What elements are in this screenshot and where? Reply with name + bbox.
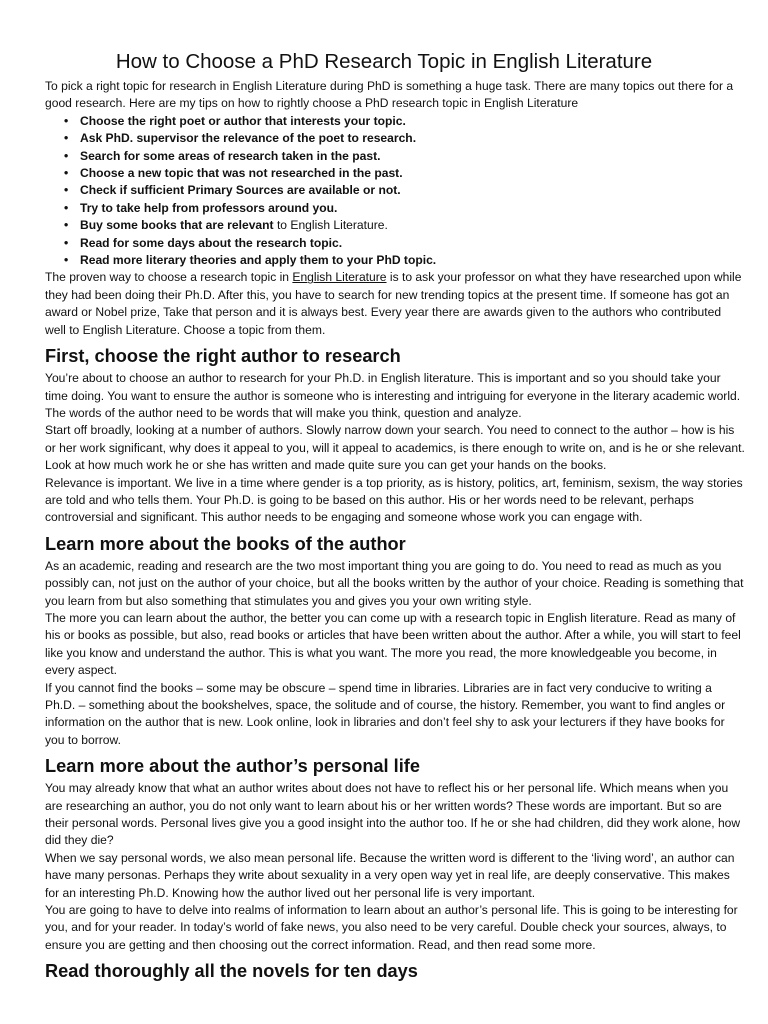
tips-list: [45, 113, 745, 270]
tip-item: • Ask PhD. supervisor the relevance of the poet to research.: [80, 130, 745, 147]
tip-item: • Buy some books that are relevant to English Literature.: [80, 217, 745, 234]
tip-item: • Check if sufficient Primary Sources are available or not.: [80, 182, 745, 199]
section-paragraph: You’re about to choose an author to research for your Ph.D. in English literature. This is important and so you should take your time doing. You want to ensure the author is someone who is interesting and intriguing for everyone in the literary academic world. The words of the author need to be words that will make you think, question and analyze.: [45, 371, 741, 420]
section-paragraph: Start off broadly, looking at a number of authors. Slowly narrow down your search. You need to connect to the author – how is his or her work significant, why does it appeal to you, will it appeal to academics, is there enough to write on, and is he or she relevant. Look at how much work he or she has written and made quite sure you can get your hands on the books.: [45, 423, 745, 473]
section-heading: First, choose the right author to research: [45, 346, 401, 367]
section-paragraph: You may already know that what an author writes about does not have to reflect his or her personal life. Which means when you are researching an author, you do not only want to learn about his or her written words? These words are important. But so are their personal words. Personal lives give you a good insight into the author too. If he or she had children, did they work alone, how did they die?: [45, 781, 741, 848]
section-paragraph: The more you can learn about the author, the better you can come up with a research topic in English literature. Read as many of his or books as possible, but also, read books or articles that have been written about the author. After a while, you will start to feel like you know and understand the author. This is what you want. The more you read, the more knowledgeable you become, in every aspect.: [45, 610, 741, 678]
tip-item: • Search for some areas of research taken in the past.: [80, 148, 745, 165]
tip-item: • Read for some days about the research topic.: [80, 235, 745, 252]
section-heading: Learn more about the author’s personal life: [45, 756, 420, 777]
tip-item: • Choose the right poet or author that interests your topic.: [80, 113, 745, 130]
section-paragraph: If you cannot find the books – some may be obscure – spend time in libraries. Libraries are in fact very conducive to writing a Ph.D. – something about the bookshelves, space, the solitude and of course, the history. Remember, you want to find angles or information on the author that is new. Look online, look in libraries and don’t feel shy to ask your lecturers if they have books for you to borrow.: [45, 680, 726, 747]
section-paragraph: You are going to have to delve into realms of information to learn about an author’s personal life. This is going to be interesting for you, and for your reader. In today’s world of fake news, you also need to be very careful. Double check your sources, always, to ensure you are getting and then choosing out the correct information. Read, and then read some more.: [45, 903, 738, 952]
section-paragraph: When we say personal words, we also mean personal life. Because the written word is different to the ‘living word’, an author can have many personas. Perhaps they write about sexuality in a very open way yet in real life, are deeply conservative. This makes for an interesting Ph.D. Knowing how the author lived out her personal life is very important.: [45, 850, 735, 900]
section-heading: Learn more about the books of the author: [45, 533, 406, 554]
tip-item: • Try to take help from professors around you.: [80, 200, 745, 217]
section-paragraph: As an academic, reading and research are the two most important thing you are going to do. You need to read as much as you possibly can, not just on the author of your choice, but all the books written by the author of your choice. Reading is something that you learn from but also something that stimulates you and gives you your own writing style.: [45, 558, 744, 608]
english-literature-link[interactable]: English Literature: [292, 270, 387, 285]
page-title: How to Choose a PhD Research Topic in English Literature: [115, 50, 653, 73]
section-paragraph: Relevance is important. We live in a time where gender is a top priority, as is history, politics, art, feminism, sexism, the way stories are told and who tells them. Your Ph.D. is going to be based on this author. His or her words need to be relevant, perhaps controversial and significant. This author needs to be engaging and someone whose work you can engage with.: [45, 475, 743, 525]
section-heading: Read thoroughly all the novels for ten days: [45, 961, 418, 982]
tip-item: • Read more literary theories and apply them to your PhD topic.: [80, 252, 745, 269]
document-body: [45, 78, 745, 985]
tip-item: • Choose a new topic that was not researched in the past.: [80, 165, 745, 182]
proven-paragraph: The proven way to choose a research topic in English Literature is to ask your professor on what they have researched upon while they had been doing their Ph.D. After this, you have to search for new trending topics at the present time. If someone has got an award or Nobel prize, Take that person and it is always best. Every year there are awards given to the authors who contributed well to English Literature. Choose a topic from them.: [45, 270, 742, 337]
intro-paragraph: To pick a right topic for research in English Literature during PhD is something a huge task. There are many topics out there for a good research. Here are my tips on how to rightly choose a PhD research topic in English Literature: [45, 79, 734, 111]
